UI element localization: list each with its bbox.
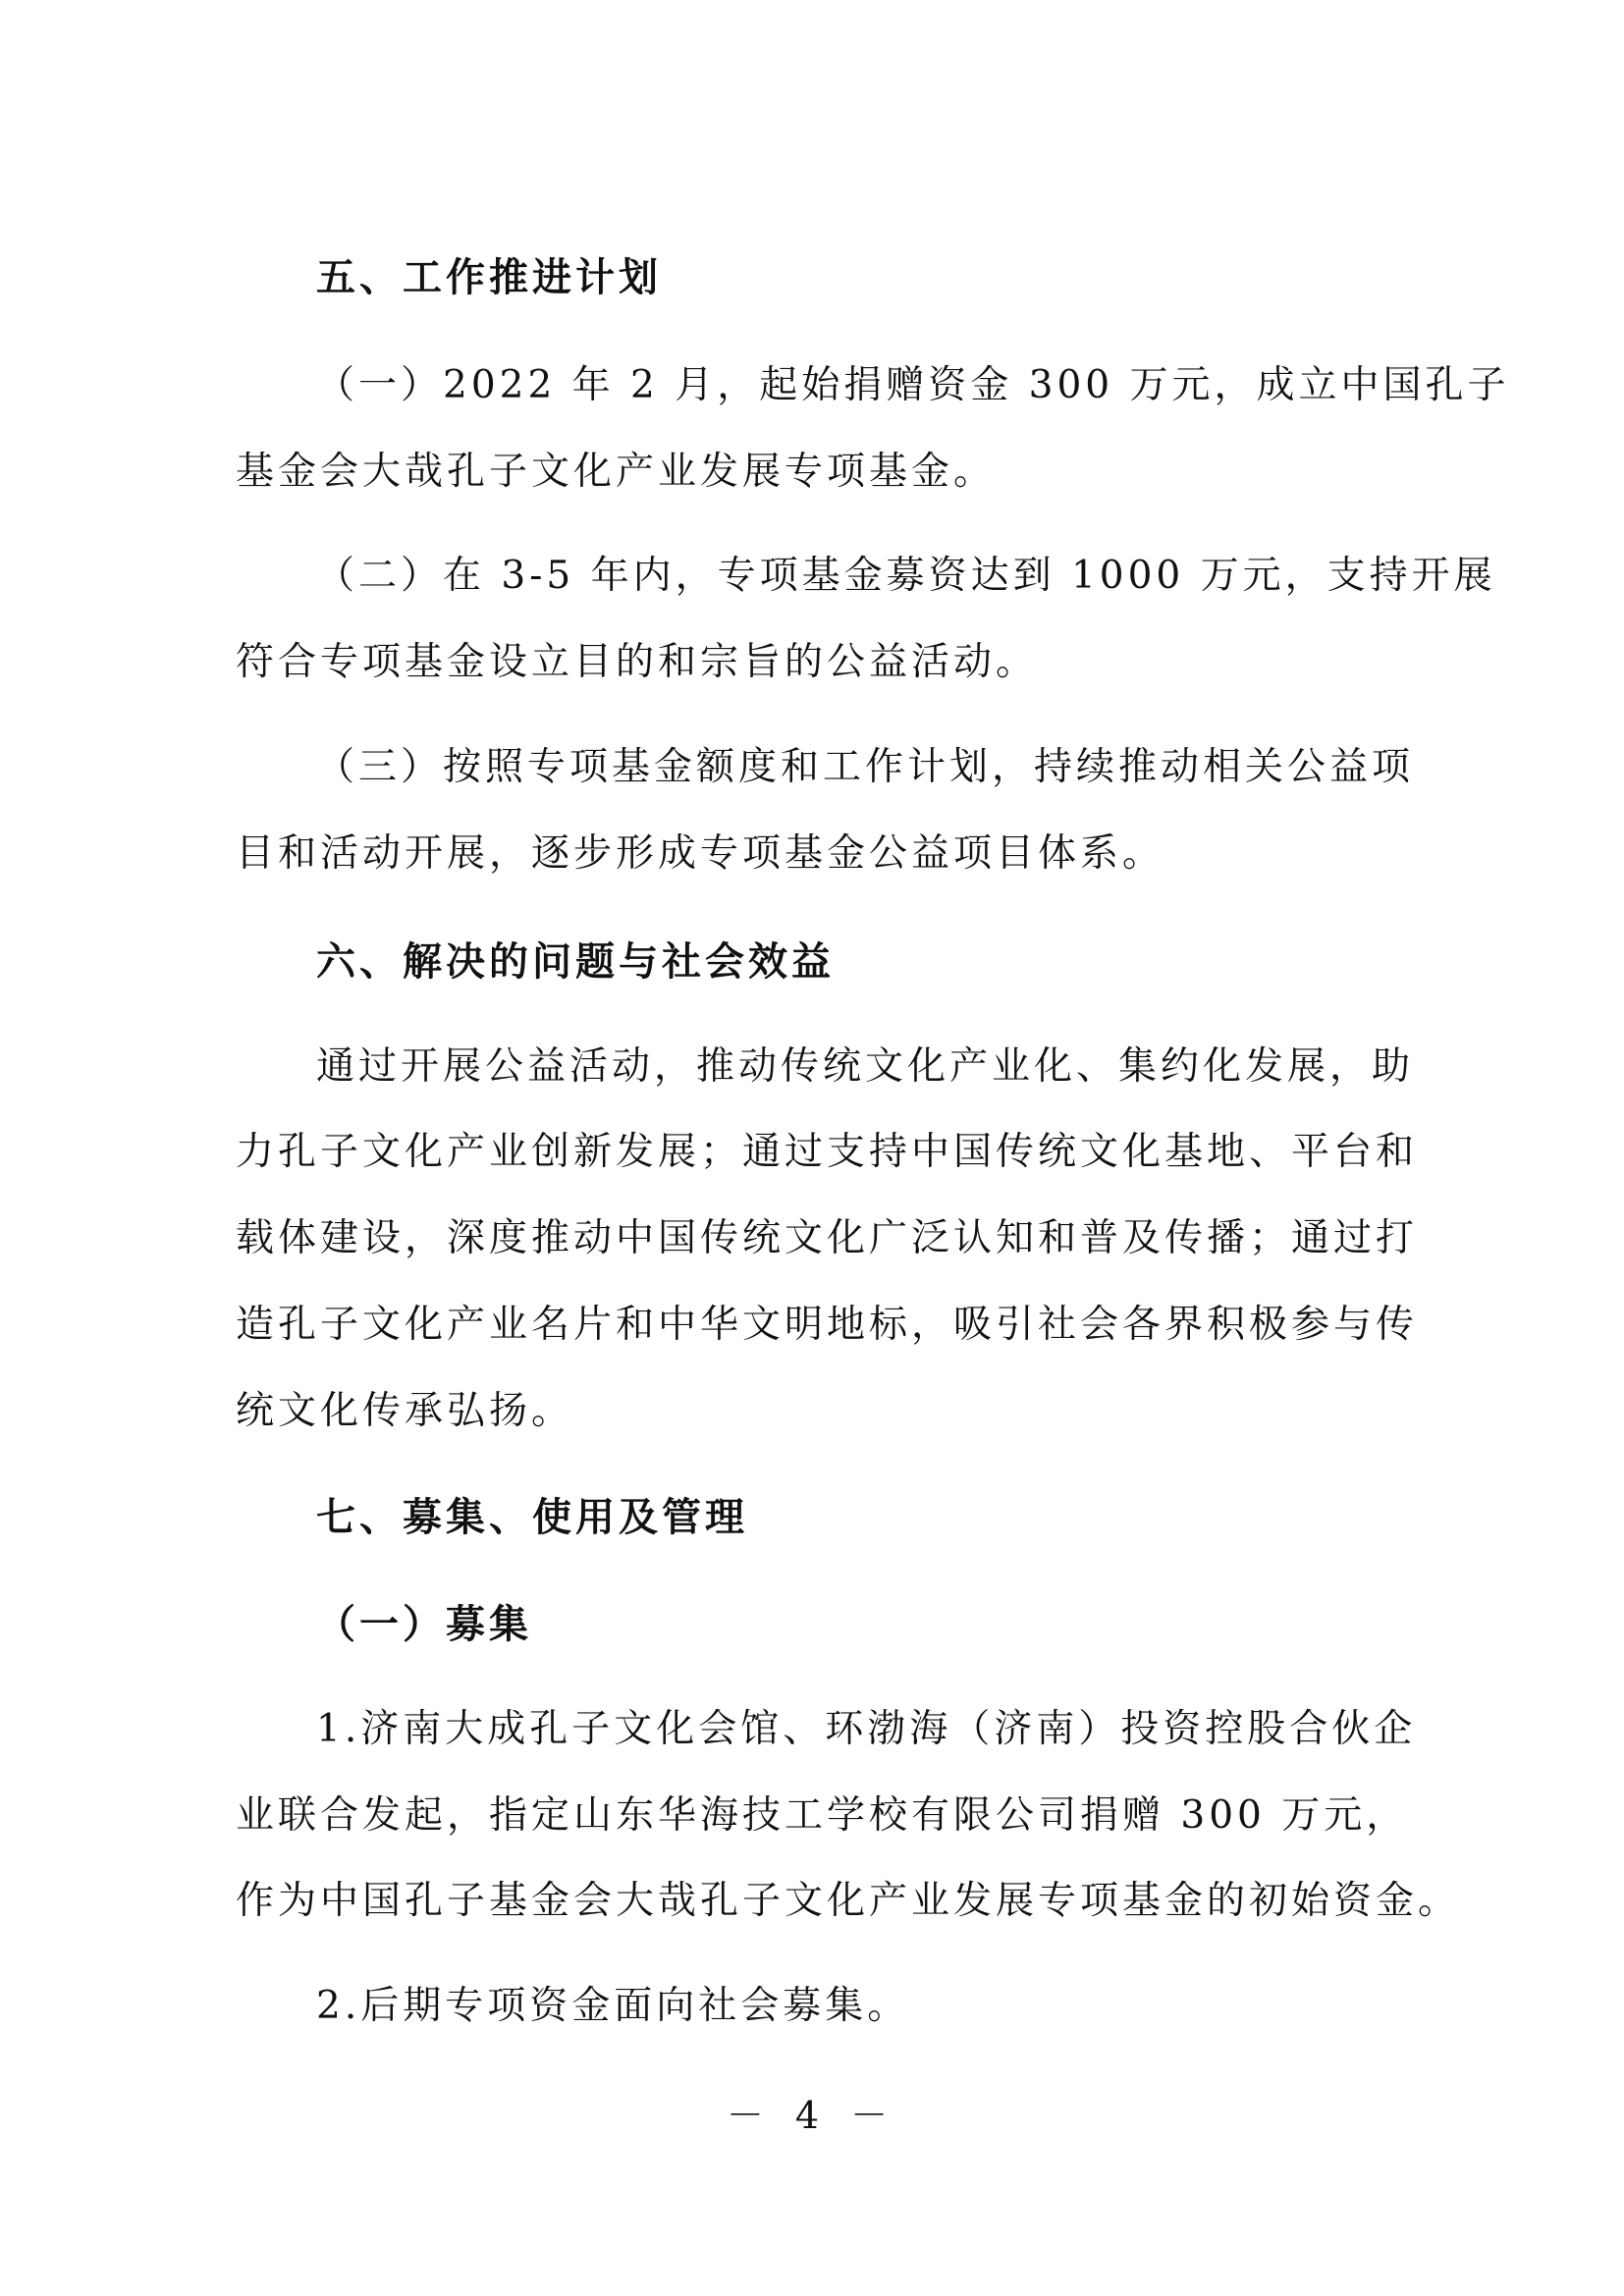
section-7-item-1-line-2: 业联合发起，指定山东华海技工学校有限公司捐赠 300 万元，	[236, 1793, 1409, 1838]
section-6-para-line-1: 通过开展公益活动，推动传统文化产业化、集约化发展，助	[316, 1044, 1415, 1089]
section-6-para-line-5: 统文化传承弘扬。	[236, 1389, 574, 1433]
section-6-para-line-2: 力孔子文化产业创新发展；通过支持中国传统文化基地、平台和	[236, 1130, 1419, 1174]
section-5-item-2-line-2: 符合专项基金设立目的和宗旨的公益活动。	[236, 640, 1039, 684]
section-5-heading: 五、工作推进计划	[316, 255, 662, 300]
section-7-item-2-line-1: 2.后期专项资金面向社会募集。	[316, 1984, 910, 2028]
section-7-sub-1-heading: （一）募集	[316, 1602, 532, 1647]
page-number: － 4 －	[726, 2094, 898, 2137]
section-6-heading: 六、解决的问题与社会效益	[316, 939, 835, 985]
section-5-item-2-line-1: （二）在 3-5 年内，专项基金募资达到 1000 万元，支持开展	[316, 554, 1496, 598]
section-7-item-1-line-1: 1.济南大成孔子文化会馆、环渤海（济南）投资控股合伙企	[316, 1707, 1417, 1751]
section-6-para-line-4: 造孔子文化产业名片和中华文明地标，吸引社会各界积极参与传	[236, 1303, 1419, 1347]
section-5-item-1-line-2: 基金会大哉孔子文化产业发展专项基金。	[236, 450, 997, 494]
section-6-para-line-3: 载体建设，深度推动中国传统文化广泛认知和普及传播；通过打	[236, 1216, 1419, 1260]
section-7-heading: 七、募集、使用及管理	[316, 1495, 748, 1540]
section-5-item-3-line-2: 目和活动开展，逐步形成专项基金公益项目体系。	[236, 831, 1165, 876]
section-5-item-1-line-1: （一）2022 年 2 月，起始捐赠资金 300 万元，成立中国孔子	[316, 363, 1510, 407]
section-7-item-1-line-3: 作为中国孔子基金会大哉孔子文化产业发展专项基金的初始资金。	[236, 1879, 1461, 1923]
section-5-item-3-line-1: （三）按照专项基金额度和工作计划，持续推动相关公益项	[316, 745, 1415, 789]
